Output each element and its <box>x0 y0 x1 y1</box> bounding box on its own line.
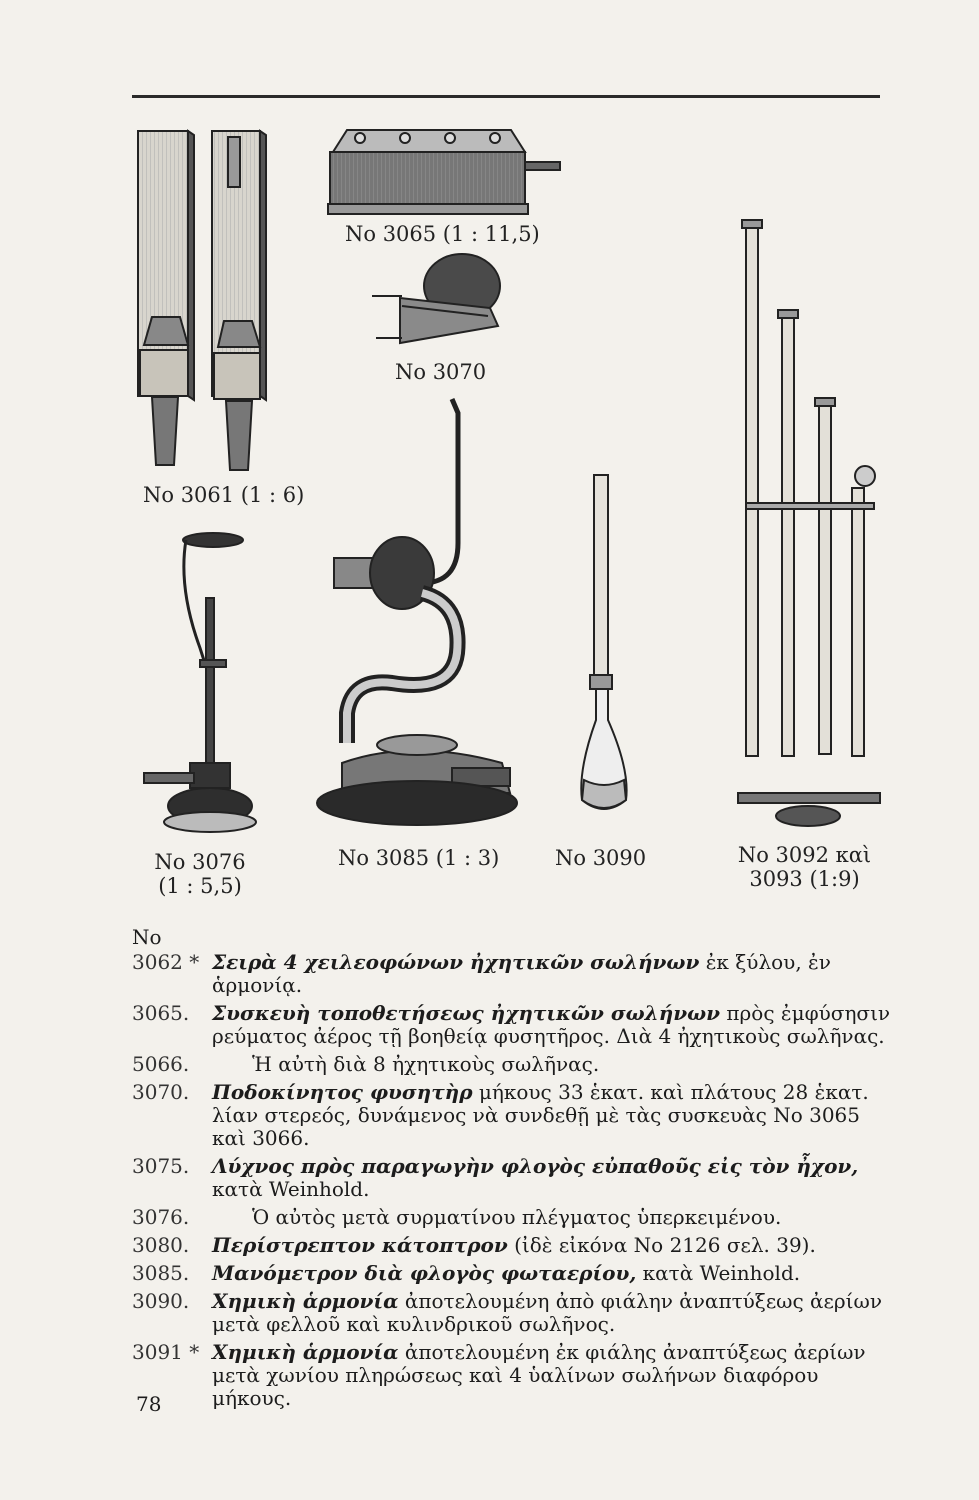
caption-3076-line1: No 3076 <box>154 850 246 874</box>
entry-number: 3090. <box>132 1289 190 1313</box>
entry-text: Ὁ αὐτὸς μετὰ συρματίνου πλέγματος ὑπερκειμένου. <box>252 1205 782 1229</box>
catalog-entries <box>132 926 892 1415</box>
figure-3061-organ-pipes <box>130 125 275 475</box>
entry-number: 3091 * <box>132 1340 200 1364</box>
entry-title: Ποδοκίνητος φυσητὴρ <box>212 1080 473 1104</box>
entry-title: Χημικὴ ἁρμονία <box>212 1289 399 1313</box>
figure-3065-pipe-holder-box <box>325 122 565 218</box>
entry-body <box>212 1053 892 1076</box>
entry-row <box>132 1234 892 1257</box>
top-rule <box>132 95 880 98</box>
caption-3085: No 3085 (1 : 3) <box>338 846 500 870</box>
entry-row <box>132 1002 892 1048</box>
caption-3070: No 3070 <box>395 360 487 384</box>
entry-number: 3065. <box>132 1001 190 1025</box>
entry-title: Λύχνος πρὸς παραγωγὴν φλογὸς εὐπαθοῦς εἰς τὸν ἦχον, <box>212 1154 859 1178</box>
entry-title: Χημικὴ ἁρμονία <box>212 1340 399 1364</box>
entry-number: 3075. <box>132 1154 190 1178</box>
entry-text: κατὰ Weinhold. <box>212 1177 370 1201</box>
entry-body <box>212 1341 892 1410</box>
entry-title: Περίστρεπτον κάτοπτρον <box>212 1233 508 1257</box>
entry-number: 3076. <box>132 1205 190 1229</box>
entry-title: Σειρὰ 4 χειλεοφώνων ἠχητικῶν σωλήνων <box>212 950 700 974</box>
entry-number: 3085. <box>132 1261 190 1285</box>
entry-text: πρὸς ἐμφύσησιν ρεύματος ἀέρος τῇ βοηθείᾳ φυσητῆρος. Διὰ 4 ἠχητικοὺς σωλῆνας. <box>212 1001 891 1048</box>
entry-body <box>212 1290 892 1336</box>
entry-number: 5066. <box>132 1052 190 1076</box>
entry-text: ἐκ ξύλου, ἐν ἁρμονίᾳ. <box>212 950 831 997</box>
entry-text: ἀποτελουμένη ἀπὸ φιάλην ἀναπτύξεως ἀερίων μετὰ φελλοῦ καὶ κυλινδρικοῦ σωλῆνος. <box>212 1289 882 1336</box>
entry-text: (ἰδὲ εἰκόνα No 2126 σελ. 39). <box>514 1233 816 1257</box>
figure-3070-foot-bellows <box>370 248 510 348</box>
entry-title: Συσκευὴ τοποθετήσεως ἠχητικῶν σωλήνων <box>212 1001 721 1025</box>
entry-body <box>212 1262 892 1285</box>
figure-3090-chemical-harmonica <box>568 470 640 820</box>
entry-body <box>212 1155 892 1201</box>
entry-text: Ἡ αὐτὴ διὰ 8 ἠχητικοὺς σωλῆνας. <box>252 1052 600 1076</box>
figure-3085-manometer <box>312 393 530 833</box>
caption-3092-line2: 3093 (1:9) <box>749 867 860 891</box>
entry-row <box>132 1081 892 1150</box>
caption-3090: No 3090 <box>555 846 647 870</box>
entry-number: 3070. <box>132 1080 190 1104</box>
entry-row <box>132 951 892 997</box>
entry-body <box>212 1206 892 1229</box>
caption-3092 <box>732 843 877 891</box>
list-header: No <box>132 925 162 949</box>
entry-number: 3080. <box>132 1233 190 1257</box>
entry-row <box>132 1290 892 1336</box>
entry-text: ἀποτελουμένη ἐκ φιάλης ἀναπτύξεως ἀερίων μετὰ χωνίου πληρώσεως καὶ 4 ὑαλίνων σωλήνων διαφόρου μήκους. <box>212 1340 866 1410</box>
entry-text: μήκους 33 ἑκατ. καὶ πλάτους 28 ἑκατ. λίαν στερεός, δυνάμενος νὰ συνδεθῇ μὲ τὰς συσκευὰς No 3065 καὶ 3066. <box>212 1080 869 1150</box>
entry-row <box>132 1262 892 1285</box>
figure-3076-burner <box>138 528 278 838</box>
figure-3092-tube-set <box>728 218 888 833</box>
entry-row <box>132 1206 892 1229</box>
caption-3061: No 3061 (1 : 6) <box>143 483 305 507</box>
page-number: 78 <box>136 1392 162 1416</box>
entry-body <box>212 1081 892 1150</box>
caption-3065: No 3065 (1 : 11,5) <box>345 222 540 246</box>
caption-3076-line2: (1 : 5,5) <box>158 874 242 898</box>
entry-row <box>132 1341 892 1410</box>
caption-3076 <box>150 850 250 898</box>
entry-body <box>212 951 892 997</box>
entry-title: Μανόμετρον διὰ φλογὸς φωταερίου, <box>212 1261 637 1285</box>
caption-3092-line1: No 3092 καὶ <box>737 843 872 867</box>
entry-number: 3062 * <box>132 950 200 974</box>
entry-row <box>132 1155 892 1201</box>
entry-body <box>212 1002 892 1048</box>
entry-text: κατὰ Weinhold. <box>642 1261 801 1285</box>
entry-row <box>132 1053 892 1076</box>
entry-body <box>212 1234 892 1257</box>
